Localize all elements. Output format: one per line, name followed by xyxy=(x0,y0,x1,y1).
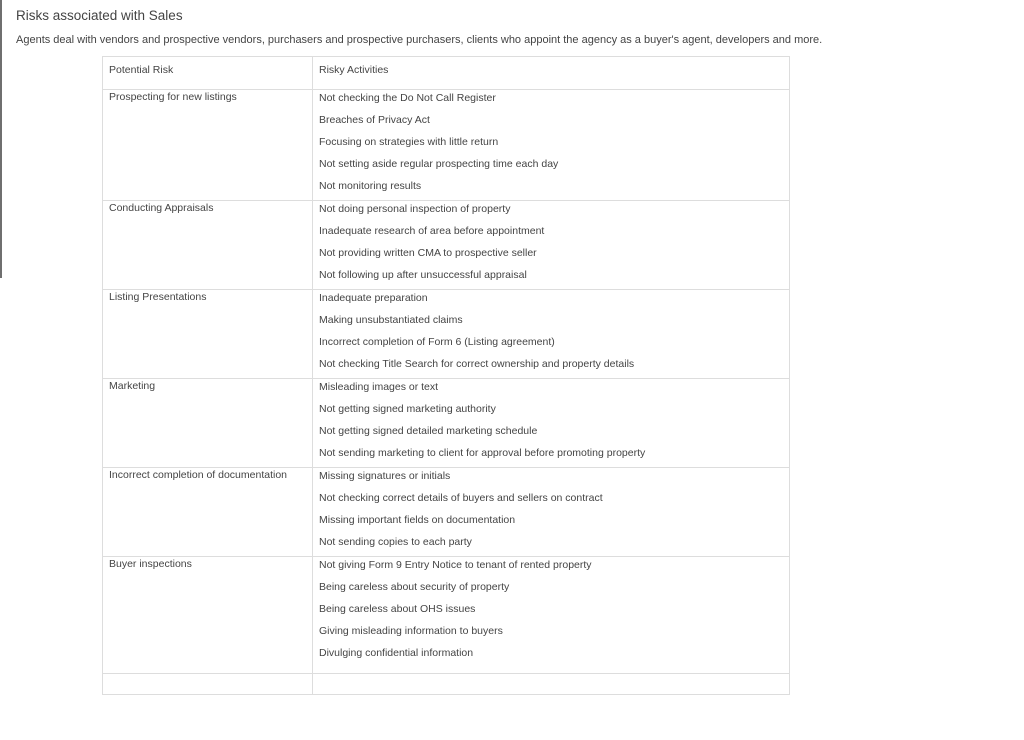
activities-cell xyxy=(313,557,790,674)
activity-item: Not getting signed marketing authority xyxy=(319,403,496,415)
table-row xyxy=(103,557,790,674)
activities-cell xyxy=(313,468,790,557)
risk-cell: Buyer inspections xyxy=(103,557,313,674)
risks-table xyxy=(102,56,790,695)
risk-cell: Conducting Appraisals xyxy=(103,201,313,290)
activities-cell xyxy=(313,201,790,290)
table-header-row xyxy=(103,57,790,90)
page-subtitle: Agents deal with vendors and prospective vendors, purchasers and prospective purchasers, clients who appoint the agency as a buyer's agent, developers and more. xyxy=(16,34,823,46)
activities-cell xyxy=(313,90,790,201)
table-row xyxy=(103,379,790,468)
header-potential-risk: Potential Risk xyxy=(103,57,313,90)
activity-item: Not checking Title Search for correct ownership and property details xyxy=(319,358,635,370)
table-row xyxy=(103,468,790,557)
activities-cell-empty xyxy=(313,674,790,695)
activity-item: Not giving Form 9 Entry Notice to tenant of rented property xyxy=(319,559,592,571)
activity-item: Inadequate preparation xyxy=(319,292,428,304)
page-title: Risks associated with Sales xyxy=(16,8,183,23)
activity-item: Not following up after unsuccessful appraisal xyxy=(319,269,527,281)
activity-item: Being careless about security of property xyxy=(319,581,510,593)
activity-item: Breaches of Privacy Act xyxy=(319,114,430,126)
activity-item: Not sending copies to each party xyxy=(319,536,472,548)
activity-item: Making unsubstantiated claims xyxy=(319,314,463,326)
table-row xyxy=(103,201,790,290)
header-risky-activities: Risky Activities xyxy=(313,57,790,90)
activity-item: Not checking the Do Not Call Register xyxy=(319,92,496,104)
activity-item: Inadequate research of area before appointment xyxy=(319,225,545,237)
risk-cell: Incorrect completion of documentation xyxy=(103,468,313,557)
activity-item: Not doing personal inspection of property xyxy=(319,203,511,215)
activity-item: Not checking correct details of buyers and sellers on contract xyxy=(319,492,603,504)
risk-cell: Prospecting for new listings xyxy=(103,90,313,201)
page-content xyxy=(16,7,1016,659)
activity-item: Focusing on strategies with little return xyxy=(319,136,499,148)
table-row xyxy=(103,290,790,379)
activity-item: Being careless about OHS issues xyxy=(319,603,476,615)
activity-item: Not monitoring results xyxy=(319,180,422,192)
activity-item: Missing signatures or initials xyxy=(319,470,451,482)
activities-cell xyxy=(313,290,790,379)
risk-cell: Marketing xyxy=(103,379,313,468)
activity-item: Misleading images or text xyxy=(319,381,439,393)
activity-item: Giving misleading information to buyers xyxy=(319,625,503,637)
activity-item: Divulging confidential information xyxy=(319,647,474,659)
activities-cell xyxy=(313,379,790,468)
activity-item: Not getting signed detailed marketing schedule xyxy=(319,425,538,437)
table-row-cut-off xyxy=(103,674,790,695)
activity-item: Not setting aside regular prospecting time each day xyxy=(319,158,559,170)
activity-item: Not providing written CMA to prospective seller xyxy=(319,247,537,259)
activity-item: Missing important fields on documentation xyxy=(319,514,516,526)
table-row xyxy=(103,90,790,201)
activity-item: Incorrect completion of Form 6 (Listing agreement) xyxy=(319,336,555,348)
activity-item: Not sending marketing to client for approval before promoting property xyxy=(319,447,646,459)
risk-cell-empty xyxy=(103,674,313,695)
risk-cell: Listing Presentations xyxy=(103,290,313,379)
left-edge-divider xyxy=(0,0,2,278)
